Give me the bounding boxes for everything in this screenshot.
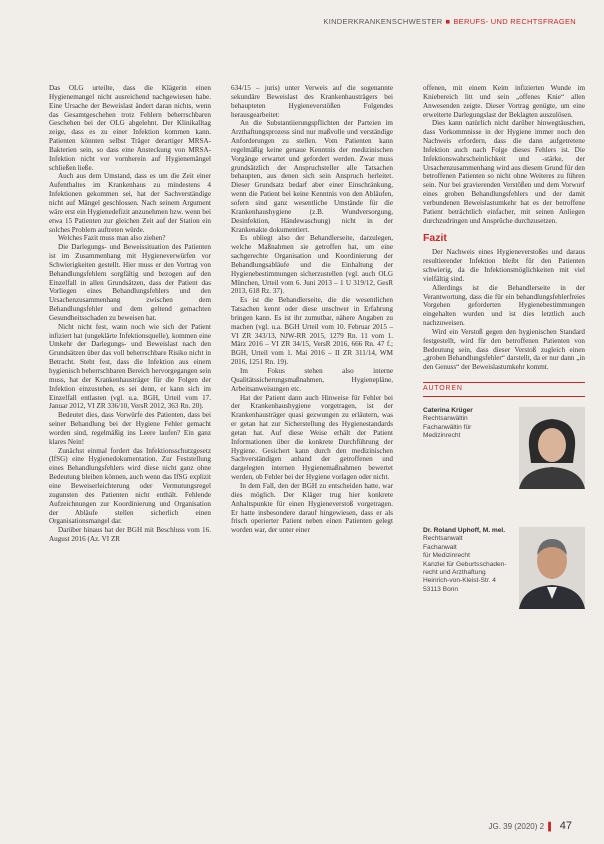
author-photo <box>519 407 585 489</box>
paragraph: Dies kann natürlich nicht darüber hinwegtäuschen, dass Vorkommnisse in der Hygiene immer noch den Nachweis erfordern, dass die dann aufgetretene Infektion auch nach Folge dieses Fehlers ist. Die Infektionswahrscheinlichkeit und -stärke, der Ursachenzusammenhang wird aus diesem Grund für den betroffenen Patienten so nicht ohne Weiteres zu führen sein. Nur bei gravierenden Verstößen und dem Vorwurf eines groben Behandlungsfehlers und der damit verbundenen Beweislastumkehr hat es der betroffene Patient beträchtlich einfacher, mit seinen Anliegen durchzudringen und Ansprüche durchzusetzen. <box>423 119 585 225</box>
author-entry <box>423 527 585 647</box>
author-line: Fachanwalt <box>423 543 457 551</box>
fazit-heading: Fazit <box>423 231 447 244</box>
text-column-2 <box>231 84 393 535</box>
paragraph: Welches Fazit muss man also ziehen? <box>58 234 166 243</box>
author-line: Fachanwältin für <box>423 423 472 431</box>
author-details <box>423 407 509 441</box>
text-column-1 <box>49 84 211 544</box>
authors-heading: AUTOREN <box>423 382 585 397</box>
paragraph: Darüber hinaus hat der BGH mit Beschluss vom 16. August 2016 (Az. VI ZR <box>49 526 211 544</box>
author-name: Caterina Krüger <box>423 407 473 414</box>
paragraph: Bedeutet dies, dass Vorwürfe des Patienten, dass bei seiner Behandlung bei der Hygiene Fehler gemacht worden sind, regelmäßig ins Leere laufen? Ein ganz klares Nein! <box>49 411 211 446</box>
authors-box <box>423 382 585 647</box>
paragraph: In dem Fall, den der BGH zu entscheiden hatte, war dies möglich. Der Kläger trug hier konkrete Anhaltspunkte für einen Hygieneverstoß vorgetragen. Er hatte insbesondere darauf hingewiesen, dass er als frisch operierter Patient neben einen Patienten gelegt worden war, der unter einer <box>231 481 393 535</box>
author-line: Rechtsanwalt <box>423 535 463 543</box>
running-header <box>323 17 576 26</box>
header-section: KINDERKRANKENSCHWESTER <box>323 17 443 26</box>
paragraph: Wird ein Verstoß gegen den hygienischen Standard festgestellt, wird für den betroffenen Patienten von Bedeutung sein, dass dieser Verstoß zugleich einen „groben Behandlungsfehler“ darstellt, da er nur dann „in den Genuss“ der Beweislastumkehr kommt. <box>423 327 585 372</box>
paragraph: Nicht nicht fest, wann noch wie sich der Patient infiziert hat (ungeklärte Infektionsquelle), kommen eine Umkehr der Darlegungs- und Beweislast nach den Grundsätzen über das voll beherrschbare Risiko nicht in Betracht. Steht fest, dass die Infektion aus einem hygienisch beherrschbaren Bereich hervorgegangen sein muss, hat der Krankenhausträger für die Folgen der Infektion einzustehen, es sei denn, er kann sich im Einzelfall entlasten (vgl. u.a. BGH, Urteil vom 17. Januar 2012, VI ZR 336/10, VersR 2012, 363 Rn. 20). <box>49 322 211 411</box>
author-details <box>423 527 509 594</box>
column-3-text <box>423 84 585 226</box>
page-number: 47 <box>559 820 572 832</box>
author-line: recht und Arzthaftung <box>423 569 486 577</box>
text-column-3 <box>423 84 585 647</box>
author-portrait-icon <box>519 527 585 609</box>
paragraph: Es obliegt also der Behandlerseite, darzulegen, welche Maßnahmen sie getroffen hat, um eine sachgerechte Organisation und Koordinierung der Behandlungsabläufe und die Einhaltung der Hygienebestimmungen sicherzustellen (vgl. auch OLG München, Urteil vom 6. Juni 2013 – 1 U 319/12, GesR 2013, 618 Rz. 37). <box>231 234 393 296</box>
author-name: Dr. Roland Uphoff, M. mel. <box>423 527 506 534</box>
paragraph: Die Darlegungs- und Beweissituation des Patienten ist im Zusammenhang mit Hygieneverwürfen vor Schwierigkeiten gestellt. Hier muss er den Vortrag von Behandlungsfehlern sorgfältig und bezogen auf den Einzelfall in allen Grundsätzen, dass der Patient das Vorliegen eines Behandlungsfehlers und den Ursachenzusammenhang zwischen dem Behandlungsfehler und dem geltend gemachten Gesundheitsschaden zu beweisen hat. <box>49 243 211 322</box>
author-line: Medizinrecht <box>423 432 461 440</box>
paragraph: Allerdings ist die Behandlerseite in der Verantwortung, dass die für ein behandlungsfehlerfreies Vorgehen geforderten Hygienebestimmungen eingehalten wurden und ist dies letztlich auch nachzuweisen. <box>423 283 585 328</box>
author-photo <box>519 527 585 609</box>
author-line: Kanzlei für Geburtsschaden- <box>423 560 507 568</box>
footer-bar-icon: ▌ <box>548 822 554 831</box>
paragraph: Der Nachweis eines Hygieneverstoßes und daraus resultierender Infektion bleibt für den Patienten schwierig, da die Infektionsmöglichkeiten mit viel vielfältig sind. <box>423 248 585 283</box>
author-line: 53113 Bonn <box>423 585 459 593</box>
paragraph: Auch aus dem Umstand, dass es um die Zeit einer Aufenthaltes im Krankenhaus zu mindestens 4 Infektionen gekommen sei, hat der Sachverständige nicht auf Mängel geschlossen. Nach seinem Argument wäre erst ein Hygienedefizit anzunehmen bzw. wenn bei etwa 15 Patienten zur gleichen Zeit auf der Station ein solches Problem auftreten würde. <box>49 172 211 234</box>
paragraph: Im Fokus stehen also interne Qualitätssicherungsmaßnahmen, Hygienepläne, Arbeitsanweisungen etc. <box>231 367 393 393</box>
author-portrait-icon <box>519 407 585 489</box>
paragraph: Es ist die Behandlerseite, die die wesentlichen Tatsachen kennt oder diese unschwer in Erfahrung bringen kann. Es ist ihr zumutbar, nähere Angaben zu machen (vgl. u.a. BGH Urteil vom 10. Februar 2015 – VI ZR 343/13, NJW-RR 2015, 1279 Rn. 11 vom 1. März 2016 – VI ZR 34/15, VersR 2016, 666 Rn. 47 f.; BGH, Urteil vom 1. Mai 2016 – II ZR 311/14, WM 2016, 1251 Rn. 19). <box>231 296 393 367</box>
paragraph: An die Substantiierungspflichten der Parteien im Arzthaftungsprozess sind nur maßvolle und verständige Anforderungen zu stellen. Vom Patienten kann regelmäßig keine genaue Kenntnis der medizinischen Vorgänge erwartet und gefordert werden. Zwar muss grundsätzlich der Anspruchsteller alle Tatsachen behaupten, aus denen sich sein Anspruch herleitet. Dieser Grundsatz bedarf aber einer Einschränkung, wenn die Patient bei keine Kenntnis von den Abläufen, sofern sind ganz wesentliche Umstände für die Krankenhaushygiene (z.B. Wundversorgung, Desinfektion, Händewaschung) nicht in der Krankenakte dokumentiert. <box>231 119 393 234</box>
author-line: Heinrich-von-Kleist-Str. 4 <box>423 577 496 585</box>
paragraph: Hat der Patient dann auch Hinweise für Fehler bei der Krankenhaushygiene vorgetragen, ist der Krankenhausträger quasi gezwungen zu erläutern, was er getan hat zur Sicherstellung des Hygienestandards getan hat. Auf diese Weise erhält der Patient Informationen über die konkrete Durchführung der Hygiene. Gesichert kann durch den medizinischen Sachverständigen anhand der getroffenen und dargelegten internen Hygienemaßnahmen bewertet werden, ob Fehler bei der Hygiene vorlagen oder nicht. <box>231 393 393 482</box>
fazit-text <box>423 248 585 372</box>
author-line: für Medizinrecht <box>423 552 470 560</box>
paragraph: Das OLG urteilte, dass die Klägerin einen Hygienemangel nicht ausreichend nachgewiesen habe. Eine Ursache der Beweislast ändert daran nichts, wenn das Gesamtgeschehen trotz Fehlern beherrschbaren Geschehen bei der OLG abgelehnt. Der Klinikalltag zeige, dass es zu einer Infektion kommen kann. Patienten könnten selbst Träger derartiger MRSA-Bakterien sein, so dass eine Ansteckung von MRSA-Infektion nicht vor vornherein auf Hygienemängel schließen ließe. <box>49 84 211 172</box>
paragraph: Zunächst einmal fordert das Infektionsschutzgesetz (IfSG) eine Hygienedokumentation. Zur Feststellung eines Behandlungsfehlers wird diese nicht ganz ohne Bedeutung bleiben können, auch wenn das IfSG explizit eine Beweiserleichterung oder Vermutungsregel zugunsten des Patienten nicht enthält. Fehlende Aufzeichnungen zur Koordinierung und Organisation der Abläufe stellen sicherlich einen Organisationsmangel dar. <box>49 446 211 526</box>
author-list <box>423 407 585 647</box>
header-separator-icon: ■ <box>445 17 451 26</box>
issue-label: JG. 39 (2020) 2 <box>488 822 545 831</box>
header-category: BERUFS- UND RECHTSFRAGEN <box>453 17 576 26</box>
page-footer <box>488 820 572 832</box>
paragraph: 634/15 – juris) unter Verweis auf die sogenannte sekundäre Beweislast des Krankenhausträgers bei behaupteten Hygieneverstößen Folgendes herausgearbeitet: <box>231 84 393 119</box>
paragraph: offenen, mit einem Keim infizierten Wunde im Kniebereich litt und sein „offenes Knie“ allen Anwesenden zeigte. Dieser Vortrag genügte, um eine erweiterte Darlegungslast der Beklagten auszulösen. <box>423 84 585 119</box>
author-entry <box>423 407 585 527</box>
author-line: Rechtsanwältin <box>423 415 468 423</box>
